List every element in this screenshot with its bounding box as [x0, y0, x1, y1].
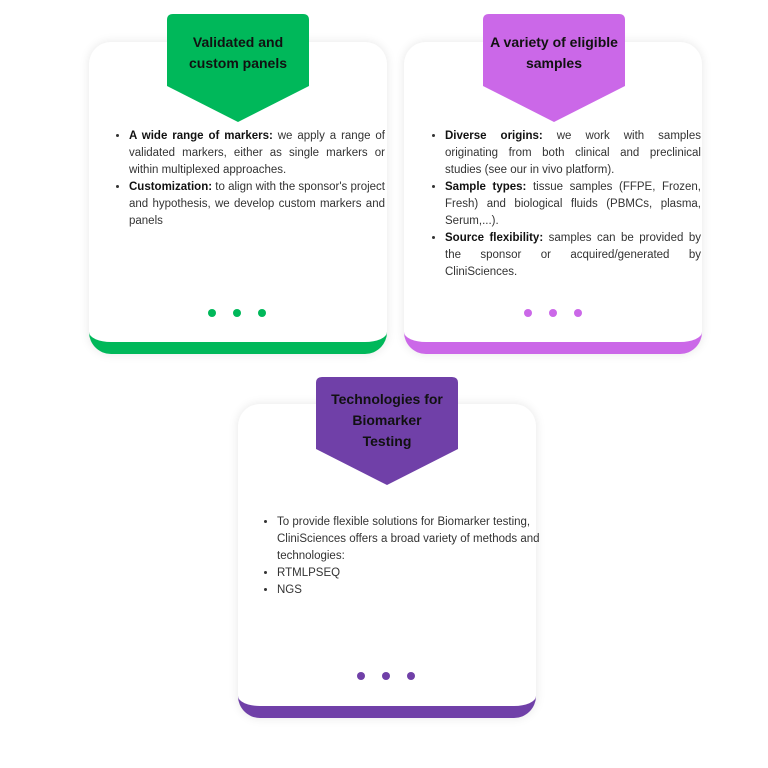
card-header-eligible-samples — [483, 14, 625, 122]
bullet-text: we work with samples originating from both clinical and preclinical studies (see our in vivo platform). — [445, 130, 701, 176]
carousel-dot-icon[interactable] — [357, 672, 365, 680]
list-item — [445, 128, 701, 179]
carousel-dots — [524, 309, 582, 317]
card-title-line: Biomarker — [352, 412, 422, 428]
carousel-dot-icon[interactable] — [407, 672, 415, 680]
carousel-dot-icon[interactable] — [208, 309, 216, 317]
card-title-line: custom panels — [188, 55, 288, 71]
bullet-heading: Source flexibility: — [445, 232, 544, 244]
list-item: • To provide flexible solutions for Biomarker testing, CliniSciences offers a broad variety of methods and technologies: — [277, 514, 541, 565]
carousel-dot-icon[interactable] — [258, 309, 266, 317]
carousel-dot-icon[interactable] — [382, 672, 390, 680]
list-item — [445, 179, 701, 230]
bullet-text: tissue samples (FFPE, Frozen, Fresh) and biological fluids (PBMCs, plasma, Serum,...). — [445, 181, 701, 227]
card-header-biomarker-technologies — [316, 377, 458, 485]
card-title-line: Technologies for — [331, 391, 443, 407]
carousel-dot-icon[interactable] — [524, 309, 532, 317]
list-item: • NGS — [277, 582, 541, 599]
bullet-heading: Diverse origins: — [445, 130, 543, 142]
carousel-dot-icon[interactable] — [574, 309, 582, 317]
bullet-text: samples can be provided by the sponsor or acquired/generated by CliniSciences. — [445, 232, 702, 278]
carousel-dot-icon[interactable] — [549, 309, 557, 317]
list-item — [129, 179, 385, 230]
bullet-list — [429, 128, 701, 281]
card-title-line: A variety of eligible — [490, 34, 618, 50]
bullet-heading: Customization: — [129, 181, 213, 193]
card-title-line: samples — [525, 55, 583, 71]
bullet-text: we apply a range of validated markers, either as single markers or within multiplexed approaches. — [129, 130, 385, 176]
list-item — [129, 128, 385, 179]
bullet-text: to align with the sponsor's project and hypothesis, we develop custom markers and panels — [129, 181, 385, 227]
list-item — [445, 230, 701, 281]
bullet-heading: Sample types: — [445, 181, 527, 193]
carousel-dots — [357, 672, 415, 680]
carousel-dot-icon[interactable] — [233, 309, 241, 317]
carousel-dots — [208, 309, 266, 317]
card-title-line: Validated and — [192, 34, 284, 50]
bullet-heading: A wide range of markers: — [129, 130, 273, 142]
bullet-list — [261, 514, 541, 599]
card-title-line: Testing — [362, 433, 412, 449]
card-header-validated-panels — [167, 14, 309, 122]
bullet-list — [113, 128, 385, 230]
list-item: • RTMLPSEQ — [277, 565, 541, 582]
